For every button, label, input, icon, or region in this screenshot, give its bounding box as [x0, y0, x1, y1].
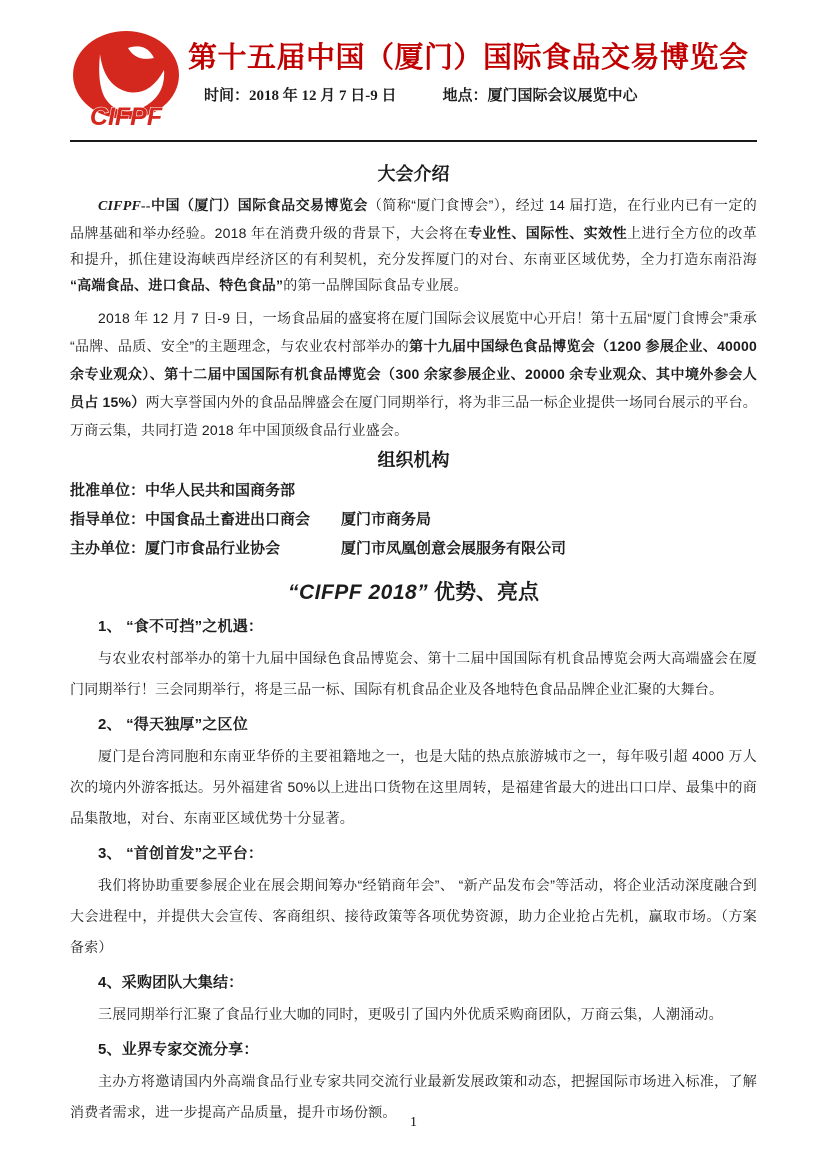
text-run: 上进行全方位的改革和提升，抓住建设海峡西岸经济区的有利契机，充分发挥厦门的对台、东南亚区域优势，全力打造东南沿海 [70, 225, 757, 267]
cifpf-logo-icon [70, 30, 182, 130]
org-row-value: 中华人民共和国商务部 [145, 482, 296, 499]
cifpf-logo [70, 30, 182, 130]
org-row-label: 指导单位： [70, 511, 146, 528]
org-row-label: 批准单位： [70, 482, 146, 499]
document-header [70, 30, 757, 130]
text-run: “高端食品、进口食品、特色食品” [70, 277, 284, 293]
highlight-item-3 [70, 844, 757, 963]
text-run: 2018 年 12 月 7 日-9 日，一场食品届的盛宴将在厦门国际会议展览中心开启！第十五届“厦门食博会”秉承“品牌、品质、安全”的主题理念，与农业农村部举办的 [70, 310, 757, 354]
intro-heading: 大会介绍 [377, 164, 450, 184]
text-run: 第十九届中国绿色食品博览会（1200 参展企业、40000 余专业观众）、第十二届中国国际有机食品博览会（300 余家参展企业、20000 余专业观众、其中境外参会人员占 15%） [70, 338, 758, 410]
highlight-item-4 [70, 973, 757, 1030]
highlight-item-2 [70, 715, 757, 834]
highlight-item-body: 与农业农村部举办的第十九届中国绿色食品博览会、第十二届中国国际有机食品博览会两大高端盛会在厦门同期举行！三会同期举行，将是三品一标、国际有机食品企业及各地特色食品品牌企业汇聚的大舞台。 [70, 650, 757, 697]
section-intro [70, 162, 757, 444]
highlight-item-heading: 2、 “得天独厚”之区位 [98, 716, 248, 733]
document-title: 第十五届中国（厦门）国际食品交易博览会 [188, 42, 749, 74]
text-run: 的第一品牌国际食品专业展。 [283, 277, 468, 293]
organisation-rows [70, 476, 757, 563]
venue-value: 厦门国际会议展览中心 [487, 87, 638, 105]
highlight-item-1 [70, 617, 757, 705]
highlight-item-heading: 3、 “首创首发”之平台： [98, 845, 264, 862]
intro-paragraph-1 [70, 192, 757, 298]
header-main [182, 30, 757, 105]
intro-paragraph-2 [70, 304, 757, 444]
highlights-heading-rest: 优势、亮点 [428, 581, 540, 604]
event-venue [443, 84, 638, 105]
org-row-label: 主办单位： [70, 540, 146, 557]
venue-label: 地点： [442, 87, 488, 105]
header-divider [70, 140, 757, 142]
org-row-value: 厦门市商务局 [341, 511, 432, 528]
text-run: （简称“厦门食博会”），经过 14 届打造，在行业内已有一定的品牌基础和举办经验。2018 年在消费升级的背景下，大会将在 [70, 197, 758, 241]
section-organisation [70, 448, 757, 563]
org-row-approval [70, 476, 757, 505]
highlight-item-body: 主办方将邀请国内外高端食品行业专家共同交流行业最新发展政策和动态，把握国际市场进入标准，了解消费者需求，进一步提高产品质量，提升市场份额。 [70, 1073, 757, 1120]
page-footer [0, 1115, 827, 1131]
org-row-value: 中国食品土畜进出口商会 [145, 511, 311, 528]
section-highlights [70, 579, 757, 1128]
text-run: 专业性、国际性、实效性 [467, 225, 628, 241]
text-run: 中国（厦门）国际食品交易博览会 [150, 197, 368, 213]
page-number: 1 [410, 1115, 417, 1130]
highlight-item-heading: 5、业界专家交流分享： [98, 1041, 259, 1058]
event-time [204, 84, 397, 105]
highlight-item-body: 三展同期举行汇聚了食品行业大咖的同时，更吸引了国内外优质采购商团队，万商云集，人潮涌动。 [98, 1006, 723, 1022]
org-row-value: 厦门市凤凰创意会展服务有限公司 [341, 540, 567, 557]
highlight-item-heading: 1、 “食不可挡”之机遇： [98, 618, 264, 635]
time-value: 2018 年 12 月 7 日-9 日 [249, 88, 397, 105]
highlights-heading-name: “CIFPF 2018” [287, 581, 429, 604]
highlight-item-heading: 4、采购团队大集结： [98, 974, 244, 991]
time-label: 时间： [204, 87, 250, 105]
org-row-guidance [70, 505, 757, 534]
highlights-heading [70, 579, 757, 607]
org-row-value: 厦门市食品行业协会 [145, 540, 281, 557]
highlight-item-body: 厦门是台湾同胞和东南亚华侨的主要祖籍地之一，也是大陆的热点旅游城市之一，每年吸引超 4000 万人次的境内外游客抵达。另外福建省 50%以上进出口货物在这里周转，是福建省最大的进出口口岸、最集中的商品集散地，对台、东南亚区域优势十分显著。 [70, 748, 757, 826]
logo-text: CIFPF [89, 103, 163, 130]
organisation-heading: 组织机构 [377, 450, 450, 470]
text-run: CIFPF-- [98, 199, 151, 214]
highlight-item-body: 我们将协助重要参展企业在展会期间筹办“经销商年会”、 “新产品发布会”等活动，将企业活动深度融合到大会进程中，并提供大会宣传、客商组织、接待政策等各项优势资源，助力企业抢占先机，赢取市场。（方案备索） [70, 877, 757, 955]
text-run: 两大享誉国内外的食品品牌盛会在厦门同期举行，将为非三品一标企业提供一场同台展示的平台。万商云集，共同打造 2018 年中国顶级食品行业盛会。 [70, 394, 757, 438]
org-row-host [70, 534, 757, 563]
event-info-line [188, 84, 757, 105]
